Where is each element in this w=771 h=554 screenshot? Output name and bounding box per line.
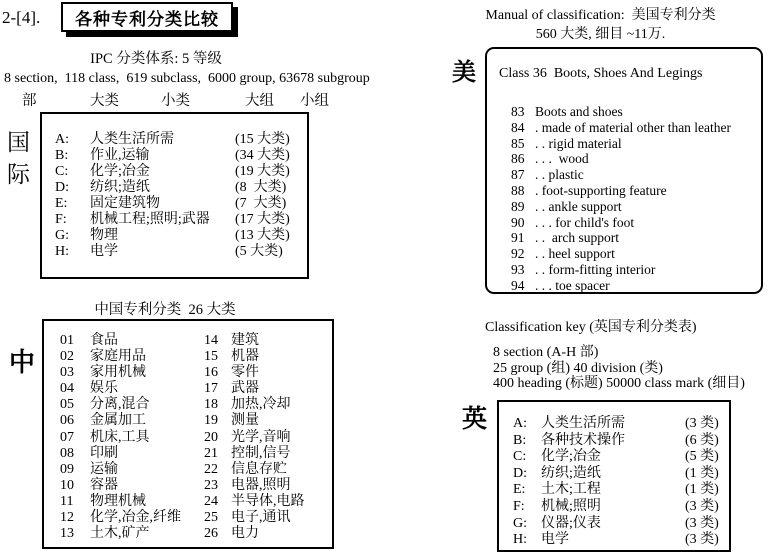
uk-key-line: 8 section (A-H 部) <box>493 345 599 360</box>
class-name: 娱乐 <box>90 381 118 397</box>
section-letter: D: <box>55 180 69 195</box>
section-count: (7 大类) <box>235 196 287 211</box>
section-count: (5 类) <box>685 449 719 465</box>
section-count: (19 大类) <box>235 164 290 179</box>
china-class-row <box>204 446 332 462</box>
class-name: 建筑 <box>231 333 259 348</box>
class-number: 07 <box>60 429 74 445</box>
page-title: 各种专利分类比较 <box>75 9 219 29</box>
subclass-number: 86 <box>511 151 525 167</box>
us-subclass-row <box>487 230 761 246</box>
section-name: 电学 <box>90 244 118 259</box>
ipc-heading: IPC 分类体系: 5 等级 <box>90 51 222 67</box>
us-subclass-row <box>487 215 761 231</box>
subclass-number: 85 <box>511 135 525 151</box>
china-class-row <box>60 349 204 365</box>
subclass-label: . foot-supporting feature <box>535 182 667 198</box>
class-name: 家用机械 <box>90 365 146 381</box>
subclass-number: 93 <box>511 261 525 277</box>
china-class-row <box>204 365 332 381</box>
uk-section-row <box>499 482 729 499</box>
class-number: 04 <box>60 381 74 397</box>
us-subclass-row <box>487 136 761 152</box>
subclass-label: Boots and shoes <box>535 104 623 119</box>
section-count: (3 类) <box>685 498 719 514</box>
class-name: 武器 <box>231 381 259 397</box>
class-name: 机器 <box>231 349 259 365</box>
class-number: 05 <box>60 397 74 413</box>
side-label-international: 国际 <box>7 130 30 187</box>
class-name: 加热,冷却 <box>231 397 291 413</box>
section-letter: F: <box>55 212 67 227</box>
uk-classification-key <box>485 320 745 392</box>
section-name: 纺织;造纸 <box>90 180 150 195</box>
side-label-us: 美 <box>452 60 476 86</box>
us-subclass-list <box>487 104 761 294</box>
class-number: 26 <box>204 526 218 542</box>
class-name: 信息存贮 <box>231 461 287 477</box>
section-letter: H: <box>55 244 69 259</box>
section-name: 土木;工程 <box>541 482 601 498</box>
class-number: 24 <box>204 493 218 509</box>
section-count: (6 类) <box>685 432 719 448</box>
us-subclass-row <box>487 183 761 199</box>
class-name: 电力 <box>231 526 259 542</box>
section-count: (3 类) <box>685 532 719 548</box>
china-class-row <box>60 510 204 526</box>
class-name: 控制,信号 <box>231 445 291 461</box>
class-number: 19 <box>204 413 218 429</box>
section-letter: A: <box>55 132 69 147</box>
side-label-uk: 英 <box>462 406 488 433</box>
section-name: 电学 <box>541 532 569 548</box>
china-class-row <box>60 494 204 510</box>
subclass-number: 87 <box>511 167 525 183</box>
class-number: 14 <box>204 333 218 348</box>
class-number: 25 <box>204 510 218 526</box>
ipc-section-row <box>42 164 307 180</box>
section-count: (1 类) <box>685 482 719 498</box>
subclass-number: 92 <box>511 246 525 262</box>
us-heading <box>430 7 771 45</box>
section-count: (5 大类) <box>235 244 283 259</box>
class-name: 光学,音响 <box>231 429 291 445</box>
class-number: 17 <box>204 381 218 397</box>
subclass-label: . . arch support <box>535 230 619 246</box>
section-letter: C: <box>513 449 527 465</box>
china-class-row <box>204 413 332 429</box>
section-count: (17 大类) <box>235 212 290 227</box>
subclass-label: . . form-fitting interior <box>535 261 656 277</box>
uk-section-row <box>499 532 729 549</box>
section-count: (13 大类) <box>235 228 290 243</box>
ipc-section-row <box>42 148 307 164</box>
china-class-row <box>204 462 332 478</box>
class-number: 01 <box>60 333 74 348</box>
class-name: 化学,冶金,纤维 <box>90 510 181 526</box>
class-number: 02 <box>60 349 74 365</box>
section-letter: D: <box>513 465 527 481</box>
class-name: 物理机械 <box>90 493 146 509</box>
uk-key-line: 25 group (组) 40 division (类) <box>493 360 663 376</box>
china-column-2 <box>204 333 332 547</box>
ipc-level-group: 大组 <box>245 93 274 109</box>
subclass-label: . . ankle support <box>535 198 622 214</box>
subclass-number: 91 <box>511 230 525 246</box>
us-heading-line1: Manual of classification: 美国专利分类 <box>485 8 716 23</box>
class-name: 电子,通讯 <box>231 510 291 526</box>
section-letter: E: <box>513 482 526 498</box>
side-label-china: 中 <box>9 348 36 377</box>
subclass-label: . . . wood <box>535 151 589 167</box>
class-name: 食品 <box>90 333 118 348</box>
section-name: 固定建筑物 <box>90 196 160 211</box>
uk-key-title: Classification key (英国专利分类表) <box>485 320 697 335</box>
section-name: 各种技术操作 <box>541 432 625 448</box>
us-subclass-row <box>487 167 761 183</box>
ipc-section-row <box>42 196 307 212</box>
us-subclass-row <box>487 246 761 262</box>
china-class-row <box>60 478 204 494</box>
section-name: 化学;冶金 <box>90 164 150 179</box>
ipc-level-section: 部 <box>22 93 37 109</box>
uk-key-line: 400 heading (标题) 50000 class mark (细目) <box>493 376 745 392</box>
ipc-counts-line: 8 section, 118 class, 619 subclass, 6000 group, 63678 subgroup <box>4 71 370 86</box>
china-class-row <box>60 365 204 381</box>
china-class-row <box>204 510 332 526</box>
uk-key-lines <box>493 345 745 392</box>
class-name: 半导体,电路 <box>231 493 305 509</box>
section-count: (3 类) <box>685 416 719 431</box>
class-number: 06 <box>60 413 74 429</box>
class-name: 零件 <box>231 365 259 381</box>
class-name: 印刷 <box>90 445 118 461</box>
ipc-level-subclass: 小类 <box>161 93 190 109</box>
class-number: 16 <box>204 365 218 381</box>
international-sections-box <box>40 112 309 279</box>
section-name: 化学;冶金 <box>541 449 601 465</box>
china-class-row <box>60 333 204 349</box>
class-name: 土木,矿产 <box>90 526 150 542</box>
subclass-label: . made of material other than leather <box>535 119 732 135</box>
class-name: 运输 <box>90 461 118 477</box>
section-name: 作业,运输 <box>90 148 150 163</box>
class-number: 09 <box>60 461 74 477</box>
us-subclass-row <box>487 278 761 294</box>
section-count: (8 大类) <box>235 180 287 195</box>
class-number: 03 <box>60 365 74 381</box>
subclass-number: 83 <box>511 104 525 119</box>
section-letter: A: <box>513 416 527 431</box>
section-count: (3 类) <box>685 515 719 531</box>
uk-section-row <box>499 449 729 466</box>
china-class-row <box>60 397 204 413</box>
us-subclass-row <box>487 104 761 120</box>
class-number: 18 <box>204 397 218 413</box>
china-class-row <box>204 333 332 349</box>
us-subclass-row <box>487 151 761 167</box>
subclass-number: 90 <box>511 214 525 230</box>
ipc-section-row <box>42 228 307 244</box>
china-column-1 <box>44 333 204 547</box>
china-heading: 中国专利分类 26 大类 <box>94 302 236 318</box>
china-class-row <box>204 430 332 446</box>
uk-section-row <box>499 416 729 433</box>
subclass-number: 84 <box>511 119 525 135</box>
section-name: 仪器;仪表 <box>541 515 601 531</box>
section-name: 人类生活所需 <box>541 416 625 431</box>
class-name: 测量 <box>231 413 259 429</box>
section-letter: G: <box>55 228 69 243</box>
subclass-label: . . plastic <box>535 167 584 183</box>
china-class-row <box>60 462 204 478</box>
ipc-section-row <box>42 180 307 196</box>
subclass-number: 89 <box>511 198 525 214</box>
section-letter: G: <box>513 515 527 531</box>
subclass-number: 88 <box>511 182 525 198</box>
uk-section-row <box>499 466 729 483</box>
us-class-line: Class 36 Boots, Shoes And Legings <box>499 66 703 81</box>
china-class-row <box>204 494 332 510</box>
ipc-section-row <box>42 212 307 228</box>
section-name: 人类生活所需 <box>90 132 174 147</box>
section-count: (15 大类) <box>235 132 290 147</box>
ipc-section-row <box>42 244 307 260</box>
uk-sections-box <box>497 400 731 552</box>
class-name: 家庭用品 <box>90 349 146 365</box>
class-name: 分离,混合 <box>90 397 150 413</box>
section-count: (1 类) <box>685 465 719 481</box>
subclass-label: . . heel support <box>535 246 615 262</box>
section-letter: C: <box>55 164 69 179</box>
class-number: 08 <box>60 445 74 461</box>
china-class-row <box>204 397 332 413</box>
class-number: 13 <box>60 526 74 542</box>
china-class-row <box>60 413 204 429</box>
china-class-row <box>60 381 204 397</box>
uk-section-row <box>499 516 729 533</box>
subclass-label: . . rigid material <box>535 135 622 151</box>
china-class-row <box>204 349 332 365</box>
section-name: 物理 <box>90 228 118 243</box>
class-name: 金属加工 <box>90 413 146 429</box>
china-class-row <box>204 381 332 397</box>
subclass-label: . . . toe spacer <box>535 277 610 293</box>
slide-number: 2-[4]. <box>2 8 41 27</box>
section-letter: H: <box>513 532 527 548</box>
section-letter: F: <box>513 498 525 514</box>
ipc-section-row <box>42 132 307 148</box>
uk-section-row <box>499 433 729 450</box>
section-name: 机械;照明 <box>541 498 601 514</box>
class-number: 20 <box>204 429 218 445</box>
uk-section-row <box>499 499 729 516</box>
ipc-level-subgroup: 小组 <box>300 93 329 109</box>
china-class-row <box>204 478 332 494</box>
section-letter: B: <box>55 148 69 163</box>
class-name: 电器,照明 <box>231 477 291 493</box>
class-number: 15 <box>204 349 218 365</box>
china-class-row <box>60 446 204 462</box>
class-number: 11 <box>60 493 74 509</box>
section-count: (34 大类) <box>235 148 290 163</box>
section-letter: E: <box>55 196 68 211</box>
subclass-number: 94 <box>511 277 525 293</box>
us-subclass-row <box>487 199 761 215</box>
us-subclass-row <box>487 120 761 136</box>
section-name: 机械工程;照明;武器 <box>90 212 210 227</box>
class-name: 机床,工具 <box>90 429 150 445</box>
class-number: 21 <box>204 445 218 461</box>
us-heading-line2: 560 大类, 细目 ~11万. <box>535 27 666 42</box>
china-class-row <box>60 526 204 542</box>
us-subclass-row <box>487 262 761 278</box>
class-number: 10 <box>60 477 74 493</box>
china-class-row <box>204 526 332 542</box>
section-name: 纺织;造纸 <box>541 465 601 481</box>
page-title-box <box>61 2 233 32</box>
class-name: 容器 <box>90 477 118 493</box>
class-number: 23 <box>204 477 218 493</box>
subclass-label: . . . for child's foot <box>535 214 635 230</box>
china-classes-box <box>42 319 334 549</box>
class-number: 12 <box>60 510 74 526</box>
us-class36-box <box>485 47 763 294</box>
ipc-level-class: 大类 <box>90 93 119 109</box>
china-class-row <box>60 430 204 446</box>
section-letter: B: <box>513 432 527 448</box>
class-number: 22 <box>204 461 218 477</box>
